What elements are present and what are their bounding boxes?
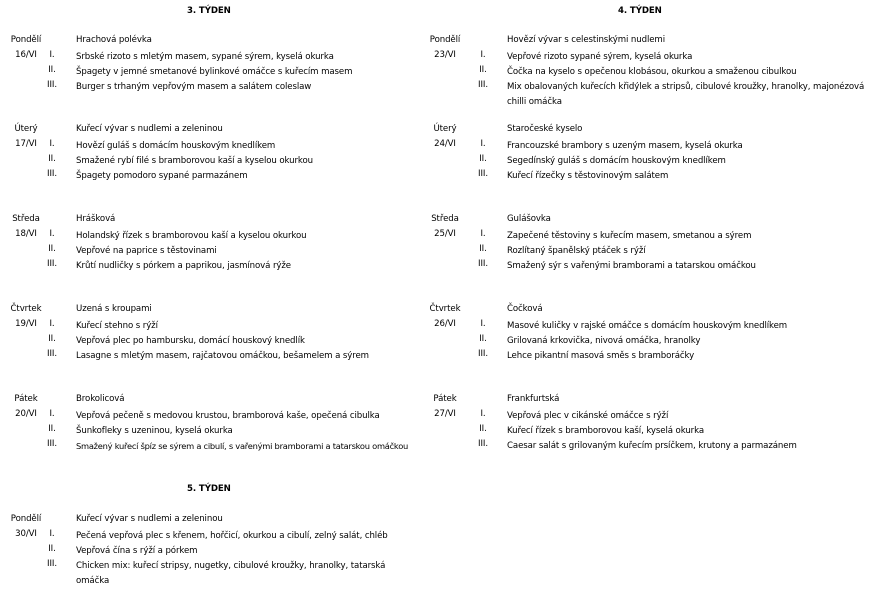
meal-number: I. [480, 139, 486, 149]
meal-text: Holandský řízek s bramborovou kaší a kyselou okurkou [76, 231, 307, 241]
meal-text: Kuřecí stehno s rýží [76, 321, 158, 331]
week-title: 3. TÝDEN [187, 6, 231, 16]
day-name: Čtvrtek [10, 304, 42, 314]
meal-number: III. [478, 439, 488, 449]
meal-text: Špagety v jemné smetanové bylinkové omáčce s kuřecím masem [76, 67, 353, 77]
day-name: Středa [431, 214, 459, 224]
meal-number: II. [48, 424, 56, 434]
meal-number: III. [478, 259, 488, 269]
day-name: Úterý [14, 124, 38, 134]
meal-text: Lehce pikantní masová směs s bramboráčky [507, 351, 695, 361]
meal-number: I. [480, 409, 486, 419]
meal-number: II. [48, 244, 56, 254]
soup: Gulášovka [507, 214, 551, 224]
meal-number: II. [479, 65, 487, 75]
meal-number: III. [47, 439, 57, 449]
day-name: Pondělí [10, 35, 42, 45]
meal-number: II. [479, 154, 487, 164]
meal-text: Krůtí nudličky s pórkem a paprikou, jasmínová rýže [76, 261, 291, 271]
meal-text: Kuřecí řízečky s těstovinovým salátem [507, 171, 669, 181]
day-date: 18/VI [15, 229, 37, 239]
soup: Hovězí vývar s celestinskými nudlemi [507, 35, 665, 45]
day-date: 30/VI [15, 529, 37, 539]
meal-text: Chicken mix: kuřecí stripsy, nugetky, cibulové kroužky, hranolky, tatarská omáčka [76, 561, 386, 586]
week-title: 5. TÝDEN [187, 484, 231, 494]
meal-number: II. [479, 334, 487, 344]
meal-number: III. [47, 169, 57, 179]
meal-text: Grilovaná krkovička, nivová omáčka, hranolky [507, 336, 701, 346]
meal-text: Vepřová plec v cikánské omáčce s rýží [507, 411, 669, 421]
meal-text: Vepřová pečeně s medovou krustou, bramborová kaše, opečená cibulka [76, 411, 380, 421]
meal-number: I. [49, 229, 55, 239]
meal-number: III. [478, 80, 488, 90]
meal-text: Vepřové na paprice s těstovinami [76, 246, 217, 256]
meal-text: Caesar salát s grilovaným kuřecím prsíčkem, krutony a parmazánem [507, 441, 797, 451]
meal-number: III. [47, 259, 57, 269]
day-name: Úterý [433, 124, 457, 134]
meal-text: Smažený kuřecí špíz se sýrem a cibulí, s vařenými bramborami a tatarskou omáčkou [76, 441, 409, 451]
meal-number: I. [480, 319, 486, 329]
meal-text: Pečená vepřová plec s křenem, hořčicí, okurkou a cibulí, zelný salát, chléb [76, 531, 388, 541]
day-date: 20/VI [15, 409, 37, 419]
day-name: Pátek [433, 394, 457, 404]
day-date: 24/VI [434, 139, 456, 149]
soup: Čočková [507, 304, 543, 314]
meal-text: Vepřová čína s rýží a pórkem [76, 546, 198, 556]
soup: Staročeské kyselo [507, 124, 583, 134]
day-date: 23/VI [434, 50, 456, 60]
day-name: Pondělí [429, 35, 461, 45]
meal-number: III. [478, 349, 488, 359]
day-date: 26/VI [434, 319, 456, 329]
meal-number: II. [48, 154, 56, 164]
meal-text: Lasagne s mletým masem, rajčatovou omáčkou, bešamelem a sýrem [76, 351, 369, 361]
meal-text: Špagety pomodoro sypané parmazánem [76, 171, 248, 181]
meal-text: Vepřová plec po hambursku, domácí houskový knedlík [76, 336, 305, 346]
meal-text: Kuřecí řízek s bramborovou kaší, kyselá okurka [507, 426, 704, 436]
week-title: 4. TÝDEN [618, 6, 662, 16]
day-date: 19/VI [15, 319, 37, 329]
meal-text: Čočka na kyselo s opečenou klobásou, okurkou a smaženou cibulkou [507, 67, 797, 77]
meal-number: II. [48, 544, 56, 554]
meal-number: III. [47, 80, 57, 90]
soup: Brokolicová [76, 394, 125, 404]
meal-number: I. [480, 229, 486, 239]
day-name: Pondělí [10, 514, 42, 524]
soup: Hrachová polévka [76, 35, 152, 45]
meal-number: II. [48, 65, 56, 75]
day-name: Čtvrtek [429, 304, 461, 314]
day-date: 25/VI [434, 229, 456, 239]
meal-text: Smažený sýr s vařenými bramborami a tatarskou omáčkou [507, 261, 756, 271]
day-date: 27/VI [434, 409, 456, 419]
meal-text: Zapečené těstoviny s kuřecím masem, smetanou a sýrem [507, 231, 752, 241]
soup: Hrášková [76, 214, 116, 224]
meal-number: I. [49, 529, 55, 539]
meal-number: II. [479, 424, 487, 434]
day-name: Středa [12, 214, 40, 224]
meal-number: II. [48, 334, 56, 344]
soup: Uzená s kroupami [76, 304, 152, 314]
meal-text: Mix obalovaných kuřecích křidýlek a stripsů, cibulové kroužky, hranolky, majonézová chilli omáčka [507, 82, 865, 107]
meal-number: III. [47, 349, 57, 359]
day-date: 17/VI [15, 139, 37, 149]
soup: Frankfurtská [507, 394, 560, 404]
meal-text: Srbské rizoto s mletým masem, sypané sýrem, kyselá okurka [76, 52, 334, 62]
meal-text: Burger s trhaným vepřovým masem a salátem coleslaw [76, 82, 312, 92]
meal-text: Vepřové rizoto sypané sýrem, kyselá okurka [507, 52, 693, 62]
meal-number: I. [480, 50, 486, 60]
meal-text: Segedínský guláš s domácím houskovým knedlíkem [507, 156, 726, 166]
meal-text: Hovězí guláš s domácím houskovým knedlíkem [76, 141, 276, 151]
day-name: Pátek [14, 394, 38, 404]
meal-text: Francouzské brambory s uzeným masem, kyselá okurka [507, 141, 743, 151]
meal-number: I. [49, 139, 55, 149]
meal-text: Masové kuličky v rajské omáčce s domácím houskovým knedlíkem [507, 321, 788, 331]
meal-number: I. [49, 319, 55, 329]
meal-text: Rozlítaný španělský ptáček s rýží [507, 246, 646, 256]
soup: Kuřecí vývar s nudlemi a zeleninou [76, 124, 223, 134]
meal-number: I. [49, 50, 55, 60]
meal-number: II. [479, 244, 487, 254]
soup: Kuřecí vývar s nudlemi a zeleninou [76, 514, 223, 524]
day-date: 16/VI [15, 50, 37, 60]
meal-number: III. [47, 559, 57, 569]
meal-number: I. [49, 409, 55, 419]
meal-text: Šunkofleky s uzeninou, kyselá okurka [76, 426, 233, 436]
meal-number: III. [478, 169, 488, 179]
meal-text: Smažené rybí filé s bramborovou kaší a kyselou okurkou [76, 156, 313, 166]
